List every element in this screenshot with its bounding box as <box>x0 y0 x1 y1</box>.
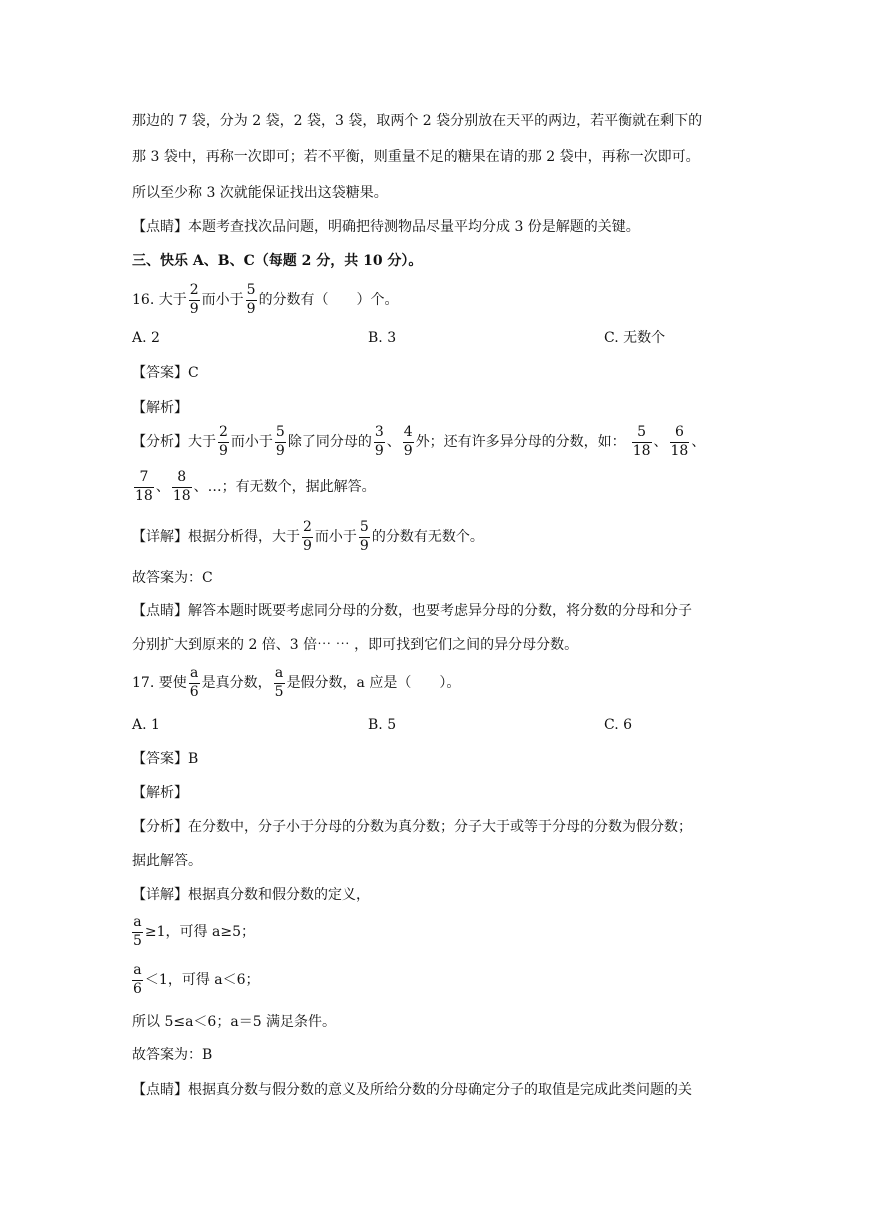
option-b: B. 5 <box>368 717 397 733</box>
xiangjie-line: 【详解】根据真分数和假分数的定义， <box>132 887 370 903</box>
option-a: A. 2 <box>132 330 160 346</box>
final-answer: 故答案为：B <box>132 1047 213 1063</box>
stem-text: 的分数有（ ）个。 <box>258 292 399 309</box>
section-title: 三、快乐 A、B、C（每题 2 分，共 10 分）。 <box>132 253 423 269</box>
fraction: $\frac{6}{18}$ <box>670 424 689 459</box>
dianjing-note: 【点睛】本题考查找次品问题，明确把待测物品尽量平均分成 3 份是解题的关键。 <box>132 219 640 235</box>
jiexi-label: 【解析】 <box>132 785 188 801</box>
answer-label: 【答案】B <box>132 751 199 767</box>
fraction: $\frac{a}{6}$ <box>133 962 142 997</box>
dianjing-note: 【点睛】根据真分数与假分数的意义及所给分数的分母确定分子的取值是完成此类问题的关 <box>132 1082 692 1098</box>
fraction: $\frac{a}{5}$ <box>274 665 284 700</box>
fraction: $\frac{7}{18}$ <box>135 469 153 504</box>
text-line: 那 3 袋中，再称一次即可；若不平衡，则重量不足的糖果在请的那 2 袋中，再称一次即可。 <box>132 149 700 165</box>
answer-label: 【答案】C <box>132 365 199 381</box>
fraction: $\frac{a}{5}$ <box>133 914 142 949</box>
inequality-line: $\frac{a}{6}$ ＜1，可得 a＜6； <box>133 962 260 997</box>
final-answer: 故答案为：C <box>132 570 213 586</box>
fraction: $\frac{5}{9}$ <box>246 282 256 317</box>
conclusion-line: 所以 5≤a＜6；a＝5 满足条件。 <box>132 1014 337 1030</box>
option-c: C. 6 <box>604 717 633 733</box>
fraction: $\frac{a}{6}$ <box>189 665 199 700</box>
xiangjie-line: 【详解】根据分析得，大于 $\frac{2}{9}$ 而小于 $\frac{5}{9}$ 的分数有无数个。 <box>132 519 484 554</box>
dianjing-note: 分别扩大到原来的 2 倍、3 倍⋯ ⋯ ，即可找到它们之间的异分母分数。 <box>132 637 579 653</box>
jiexi-label: 【解析】 <box>132 400 188 416</box>
stem-text: 而小于 <box>201 292 244 309</box>
fraction: $\frac{5}{9}$ <box>359 519 369 554</box>
option-c: C. 无数个 <box>604 330 666 346</box>
text-line: 所以至少称 3 次就能保证找出这袋糖果。 <box>132 185 388 201</box>
fenxi-line: 据此解答。 <box>132 853 202 869</box>
stem-text: 16. 大于 <box>132 292 187 309</box>
fenxi-line: $\frac{7}{18}$ 、 $\frac{8}{18}$ 、…；有无数个，据此解答。 <box>135 469 376 504</box>
option-b: B. 3 <box>368 330 397 346</box>
fraction: $\frac{2}{9}$ <box>189 282 199 317</box>
question-17-stem: 17. 要使 $\frac{a}{6}$ 是真分数， $\frac{a}{5}$ 是假分数，a 应是（ ）。 <box>132 665 461 700</box>
option-a: A. 1 <box>132 717 160 733</box>
fenxi-line: 【分析】在分数中，分子小于分母的分数为真分数；分子大于或等于分母的分数为假分数； <box>132 819 692 835</box>
fraction: $\frac{2}{9}$ <box>219 424 228 459</box>
fraction: $\frac{5}{9}$ <box>275 424 285 459</box>
question-16-stem <box>132 283 399 317</box>
text-line: 那边的 7 袋，分为 2 袋，2 袋，3 袋，取两个 2 袋分别放在天平的两边，若平衡就在剩下的 <box>132 113 703 129</box>
fraction: $\frac{3}{9}$ <box>374 424 384 459</box>
dianjing-note: 【点睛】解答本题时既要考虑同分母的分数，也要考虑异分母的分数，将分数的分母和分子 <box>132 603 692 619</box>
fraction: $\frac{4}{9}$ <box>403 424 413 459</box>
fraction: $\frac{2}{9}$ <box>303 519 312 554</box>
fenxi-line: 【分析】大于 $\frac{2}{9}$ 而小于 $\frac{5}{9}$ 除了同分母的 $\frac{3}{9}$ 、 $\frac{4}{9}$ 外；还有许多异分母的分数，如： $\frac{5}{18}$ 、 $\frac{6}{18}$ 、 <box>132 424 706 459</box>
fraction: $\frac{8}{18}$ <box>172 469 191 504</box>
fraction: $\frac{5}{18}$ <box>632 424 651 459</box>
inequality-line: $\frac{a}{5}$ ≥1，可得 a≥5； <box>133 914 255 949</box>
